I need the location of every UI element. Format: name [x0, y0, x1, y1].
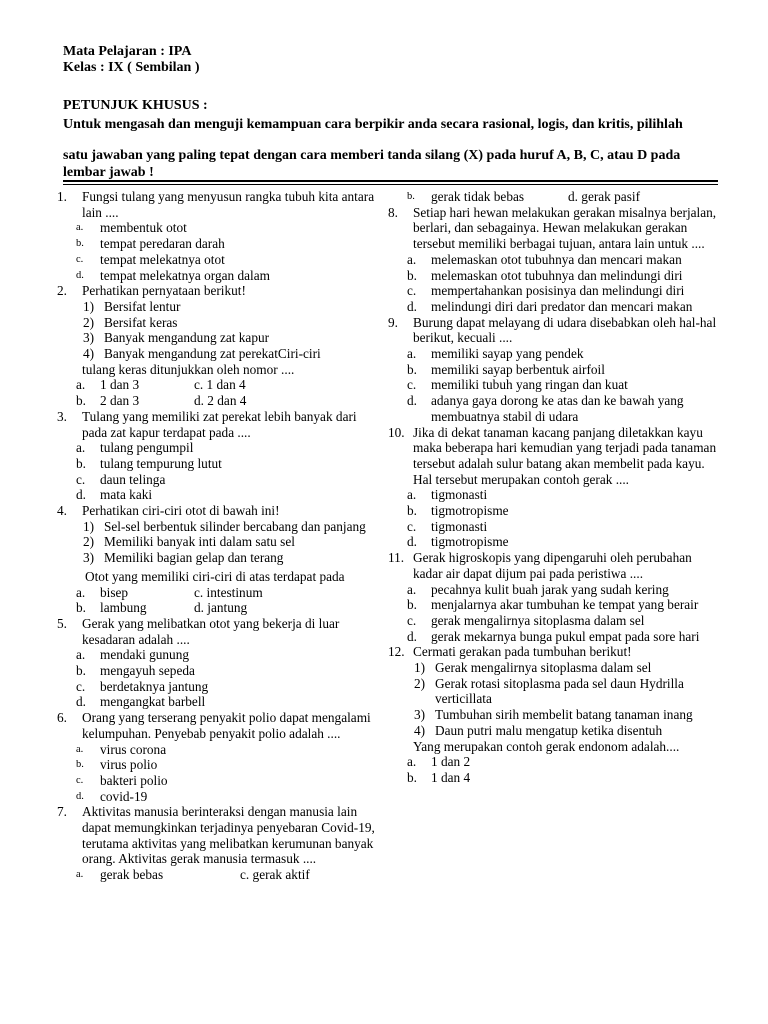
question-number: 11.: [388, 550, 405, 566]
statement-4: [388, 723, 723, 739]
option-text: gerak mekarnya bunga pukul empat pada sore hari: [431, 628, 700, 644]
option-b: [57, 236, 379, 252]
statement-4: [57, 346, 379, 362]
option-letter: d.: [407, 298, 417, 314]
option-letter: c.: [407, 612, 417, 628]
option-c: [57, 679, 379, 695]
question-8: [388, 205, 723, 252]
option-c: [57, 252, 379, 268]
option-letter: a.: [407, 346, 417, 362]
option-b-text: 2 dan 3: [100, 393, 140, 409]
statement-number: 4): [414, 722, 426, 738]
statement-3: [388, 707, 723, 723]
statement-2: [57, 315, 379, 331]
option-text: mengayuh sepeda: [100, 663, 195, 679]
option-a: [57, 742, 379, 758]
option-d: [57, 487, 379, 503]
option-a: [57, 440, 379, 456]
question-7: [57, 804, 379, 867]
option-letter: b.: [76, 393, 86, 409]
question-text: Gerak higroskopis yang dipengaruhi oleh perubahan kadar air dapat dijum pai pada peristiwa ....: [413, 550, 692, 581]
question-text: Gerak yang melibatkan otot yang bekerja di luar kesadaran adalah ....: [82, 615, 340, 647]
statement-number: 3): [83, 550, 95, 566]
option-d: [388, 534, 723, 550]
statement-number: 3): [414, 707, 426, 723]
question-text: Perhatikan pernyataan berikut!: [82, 283, 246, 299]
option-text: memiliki sayap berbentuk airfoil: [431, 361, 605, 377]
statement-text: Bersifat lentur: [104, 298, 181, 314]
option-a: [57, 220, 379, 236]
option-d: [388, 629, 723, 645]
option-b: [388, 268, 723, 284]
option-row-bd: [57, 393, 379, 409]
question-text: Aktivitas manusia berinteraksi dengan manusia lain dapat memungkinkan terjadinya penyebaran Covid-19, terutama aktivitas yang melibatkan kerumunan banyak orang. Aktivitas gerak manusia termasuk ....: [82, 804, 375, 867]
statement-number: 1): [83, 518, 95, 534]
statement-3: [57, 550, 379, 566]
option-b: [57, 663, 379, 679]
option-d-text: d. 2 dan 4: [194, 393, 247, 409]
option-text: mempertahankan posisinya dan melindungi diri: [431, 283, 685, 299]
question-4: [57, 503, 379, 519]
option-text: tigmonasti: [431, 518, 488, 534]
question-number: 12.: [388, 644, 405, 660]
option-c-text: c. 1 dan 4: [194, 377, 246, 393]
option-letter: d.: [407, 393, 417, 409]
option-letter: a.: [407, 754, 417, 770]
statement-text: Sel-sel berbentuk silinder bercabang dan panjang: [104, 518, 366, 534]
statement-number: 3): [83, 330, 95, 346]
question-text: Burung dapat melayang di udara disebabkan oleh hal-hal berikut, kecuali ....: [413, 314, 717, 346]
option-text: daun telinga: [100, 471, 166, 487]
option-letter: c.: [407, 283, 417, 299]
option-a: [388, 487, 723, 503]
option-letter: b.: [407, 770, 417, 785]
option-letter: d.: [76, 487, 86, 503]
option-letter: b.: [407, 267, 417, 283]
question-3: [57, 409, 379, 440]
question-6: [57, 710, 379, 741]
instructions-line-3: lembar jawab !: [63, 165, 154, 180]
question-text: Fungsi tulang yang menyusun rangka tubuh kita antara lain ....: [82, 189, 375, 220]
option-letter: a.: [407, 251, 417, 267]
option-text: berdetaknya jantung: [100, 678, 209, 694]
option-row-ac: [57, 585, 379, 601]
question-10: [388, 425, 723, 488]
statement-text: Gerak rotasi sitoplasma pada sel daun Hydrilla verticillata: [435, 675, 684, 707]
option-text: tulang pengumpil: [100, 440, 194, 456]
option-d: [57, 694, 379, 710]
option-text: melemaskan otot tubuhnya dan melindungi diri: [431, 267, 683, 283]
question-number: 8.: [388, 204, 398, 220]
option-b: [57, 456, 379, 472]
option-text: tempat melekatnya organ dalam: [100, 267, 270, 283]
option-letter: b.: [407, 597, 417, 613]
option-c-text: c. intestinum: [194, 584, 263, 600]
statement-number: 2): [83, 534, 95, 550]
option-a: [388, 582, 723, 598]
option-d: [388, 393, 723, 424]
option-d-text: d. gerak pasif: [568, 189, 640, 204]
option-b: [388, 362, 723, 378]
option-c: [388, 377, 723, 393]
option-text: melemaskan otot tubuhnya dan mencari makan: [431, 251, 682, 267]
option-c: [388, 519, 723, 535]
option-letter: c.: [407, 377, 417, 393]
question-text: Jika di dekat tanaman kacang panjang diletakkan kayu maka beberapa hari kemudian yang terjadi pada tanaman tersebut adalah sulur batang akan membelit pada kayu. Hal tersebut merupakan contoh gerak ....: [413, 424, 717, 487]
option-letter: b.: [76, 238, 84, 250]
option-letter: a.: [76, 743, 84, 755]
option-text: mata kaki: [100, 487, 153, 503]
option-letter: c.: [76, 253, 84, 265]
right-column: [388, 189, 723, 786]
option-b: [388, 503, 723, 519]
option-d: [57, 789, 379, 805]
option-text: tigmotropisme: [431, 534, 509, 550]
option-text: tigmonasti: [431, 487, 488, 503]
option-a: [388, 252, 723, 268]
option-a-text: bisep: [100, 584, 129, 600]
option-letter: c.: [76, 471, 86, 487]
option-text: tulang tempurung lutut: [100, 455, 222, 471]
question-number: 4.: [57, 503, 67, 519]
statement-number: 1): [414, 660, 426, 676]
statement-2: [388, 676, 723, 707]
left-column: [57, 189, 379, 883]
option-text: memiliki sayap yang pendek: [431, 346, 584, 362]
option-letter: d.: [76, 269, 84, 281]
question-number: 7.: [57, 804, 67, 820]
option-text: 1 dan 4: [431, 770, 471, 785]
question-text: Perhatikan ciri-ciri otot di bawah ini!: [82, 503, 280, 519]
option-c: [388, 613, 723, 629]
statement-text: Memiliki bagian gelap dan terang: [104, 550, 284, 566]
option-letter: a.: [76, 584, 86, 600]
option-letter: a.: [76, 440, 86, 456]
option-text: tigmotropisme: [431, 503, 509, 519]
question-number: 10.: [388, 424, 405, 440]
option-text: melindungi diri dari predator dan mencari makan: [431, 298, 693, 314]
option-letter: b.: [76, 759, 84, 771]
statement-number: 4): [83, 346, 95, 362]
question-number: 1.: [57, 189, 67, 204]
subject-line: Mata Pelajaran : IPA: [63, 44, 192, 59]
option-letter: d.: [407, 534, 417, 550]
statement-text: Tumbuhan sirih membelit batang tanaman inang: [435, 707, 693, 723]
question-number: 9.: [388, 314, 398, 330]
option-letter: b.: [407, 503, 417, 519]
option-text: tempat peredaran darah: [100, 236, 225, 252]
statement-1: [57, 299, 379, 315]
option-b: [57, 757, 379, 773]
statement-3: [57, 330, 379, 346]
option-letter: a.: [76, 647, 86, 663]
option-b-text: gerak tidak bebas: [431, 189, 525, 204]
option-a: [388, 754, 723, 770]
option-text: bakteri polio: [100, 772, 168, 788]
option-d: [388, 299, 723, 315]
option-row-bd: [57, 600, 379, 616]
question-5: [57, 616, 379, 647]
instructions-line-1: Untuk mengasah dan menguji kemampuan cara berpikir anda secara rasional, logis, dan kritis, pilihlah: [63, 117, 683, 132]
instructions-title: PETUNJUK KHUSUS :: [63, 98, 208, 113]
option-letter: d.: [76, 790, 84, 802]
statement-text: Banyak mengandung zat perekatCiri-ciri: [104, 346, 321, 362]
statement-1: [388, 660, 723, 676]
option-text: menjalarnya akar tumbuhan ke tempat yang berair: [431, 597, 699, 613]
question-12: [388, 644, 723, 660]
statement-text: Bersifat keras: [104, 314, 178, 330]
option-d-text: d. jantung: [194, 600, 248, 616]
option-letter: a.: [76, 222, 84, 234]
question-continuation: Yang merupakan contoh gerak endonom adalah....: [413, 738, 680, 754]
option-text: membentuk otot: [100, 220, 187, 236]
statement-1: [57, 519, 379, 535]
option-letter: b.: [407, 361, 417, 377]
option-c: [57, 472, 379, 488]
option-text: 1 dan 2: [431, 754, 471, 770]
option-text: tempat melekatnya otot: [100, 251, 225, 267]
option-c: [388, 283, 723, 299]
option-b: [388, 597, 723, 613]
statement-number: 2): [414, 675, 426, 691]
question-text: Setiap hari hewan melakukan gerakan misalnya berjalan, berlari, dan sebagainya. Hewan melakukan gerakan tersebut memiliki berbagai tujuan, antara lain untuk ....: [413, 204, 717, 252]
option-a: [388, 346, 723, 362]
instructions-line-2: satu jawaban yang paling tepat dengan cara memberi tanda silang (X) pada huruf A, B, C, atau D pada: [63, 148, 681, 163]
statement-text: Memiliki banyak inti dalam satu sel: [104, 534, 295, 550]
option-b-text: lambung: [100, 600, 147, 616]
option-text: virus corona: [100, 741, 167, 757]
option-c-text: c. gerak aktif: [240, 867, 310, 883]
option-text: memiliki tubuh yang ringan dan kuat: [431, 377, 628, 393]
question-text: Cermati gerakan pada tumbuhan berikut!: [413, 644, 632, 660]
option-letter: b.: [76, 600, 86, 616]
option-c: [57, 773, 379, 789]
statement-number: 1): [83, 298, 95, 314]
question-text: Orang yang terserang penyakit polio dapat mengalami kelumpuhan. Penyebab penyakit polio adalah ....: [82, 710, 371, 741]
question-number: 5.: [57, 615, 67, 631]
option-row-ac: [57, 377, 379, 393]
option-text: gerak mengalirnya sitoplasma dalam sel: [431, 612, 645, 628]
option-a-text: 1 dan 3: [100, 377, 140, 393]
option-text: mengangkat barbell: [100, 694, 206, 710]
option-letter: a.: [76, 377, 86, 393]
option-letter: d.: [407, 628, 417, 644]
statement-2: [57, 534, 379, 550]
question-2: [57, 283, 379, 299]
option-text: mendaki gunung: [100, 647, 190, 663]
option-letter: b.: [76, 663, 86, 679]
statement-text: Banyak mengandung zat kapur: [104, 330, 270, 346]
option-text: virus polio: [100, 757, 158, 773]
header-rule-thin: [63, 184, 718, 185]
option-letter: a.: [76, 869, 84, 881]
option-letter: d.: [76, 694, 86, 710]
option-row-ac: [57, 867, 379, 883]
option-row-bd: [388, 189, 723, 205]
question-text: Tulang yang memiliki zat perekat lebih banyak dari pada zat kapur terdapat pada ....: [82, 408, 357, 440]
statement-number: 2): [83, 314, 95, 330]
question-9: [388, 315, 723, 346]
option-letter: a.: [407, 581, 417, 597]
question-continuation: Otot yang memiliki ciri-ciri di atas terdapat pada: [85, 568, 345, 584]
statement-text: Gerak mengalirnya sitoplasma dalam sel: [435, 660, 652, 676]
question-continuation: tulang keras ditunjukkan oleh nomor ....: [82, 361, 295, 377]
option-text: covid-19: [100, 788, 148, 804]
option-text: adanya gaya dorong ke atas dan ke bawah yang membuatnya stabil di udara: [431, 393, 684, 424]
option-letter: a.: [407, 487, 417, 503]
option-letter: c.: [407, 518, 417, 534]
option-b: [388, 770, 723, 786]
option-letter: b.: [407, 191, 415, 202]
question-1: [57, 189, 379, 220]
option-text: pecahnya kulit buah jarak yang sudah kering: [431, 581, 669, 597]
question-number: 6.: [57, 710, 67, 726]
option-a-text: gerak bebas: [100, 867, 164, 883]
option-letter: b.: [76, 455, 86, 471]
option-a: [57, 647, 379, 663]
header-rule-thick: [63, 180, 718, 182]
question-number: 2.: [57, 283, 67, 299]
option-letter: c.: [76, 678, 86, 694]
class-line: Kelas : IX ( Sembilan ): [63, 60, 200, 75]
option-d: [57, 268, 379, 284]
statement-text: Daun putri malu mengatup ketika disentuh: [435, 722, 663, 738]
option-letter: c.: [76, 774, 84, 786]
question-number: 3.: [57, 408, 67, 424]
question-11: [388, 550, 723, 581]
